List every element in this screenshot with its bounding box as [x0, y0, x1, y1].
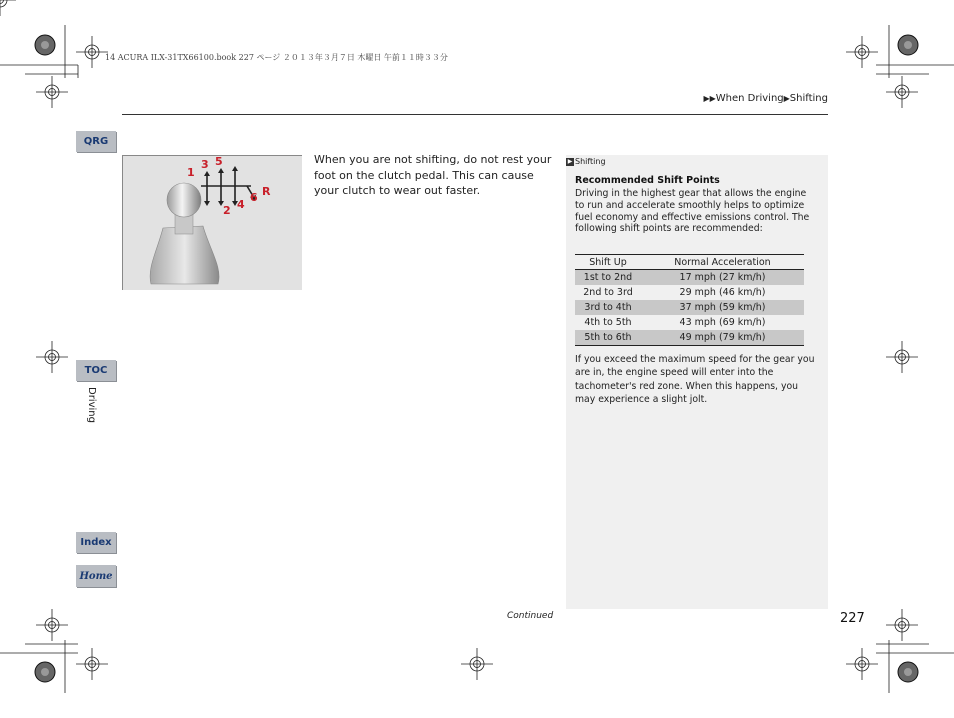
table-cell: 2nd to 3rd	[583, 287, 633, 298]
header-rule	[122, 114, 828, 115]
index-tab[interactable]: Index	[76, 532, 116, 553]
breadcrumb-arrow-icon: ▶▶	[703, 94, 716, 103]
sidebar-tab	[566, 157, 606, 166]
sidebar-tab-label: Shifting	[575, 157, 606, 166]
gear-label-3: 3	[201, 158, 209, 171]
gear-label-6: 6	[250, 191, 258, 204]
table-header: Normal Acceleration	[641, 255, 804, 270]
table-cell: 37 mph (59 km/h)	[641, 300, 804, 315]
table-row	[575, 285, 804, 300]
table-cell: 4th to 5th	[584, 317, 632, 328]
section-label: Driving	[86, 387, 97, 423]
body-text: When you are not shifting, do not rest your foot on the clutch pedal. This can cause your clutch to wear out faster.	[314, 153, 552, 197]
sidebar-heading: Recommended Shift Points	[575, 175, 720, 186]
gear-label-1: 1	[187, 166, 195, 179]
table-cell: 17 mph (27 km/h)	[641, 270, 804, 286]
breadcrumb-link-when-driving[interactable]: When Driving	[715, 93, 784, 104]
gear-label-r: R	[262, 185, 271, 198]
breadcrumb-link-shifting[interactable]: Shifting	[789, 93, 828, 104]
table-row	[575, 300, 804, 315]
toc-tab[interactable]: TOC	[76, 360, 116, 381]
gear-label-4: 4	[237, 198, 245, 211]
shift-points-table	[575, 254, 804, 346]
page-number: 227	[840, 611, 865, 626]
breadcrumb	[703, 93, 828, 104]
table-cell: 49 mph (79 km/h)	[641, 330, 804, 346]
gear-label-5: 5	[215, 156, 223, 168]
table-cell: 1st to 2nd	[575, 270, 641, 286]
table-cell: 29 mph (46 km/h)	[679, 287, 766, 298]
table-cell: 5th to 6th	[575, 330, 641, 346]
qrg-tab[interactable]: QRG	[76, 131, 116, 152]
table-header-row	[575, 255, 804, 270]
table-row	[575, 330, 804, 346]
sidebar-intro: Driving in the highest gear that allows the engine to run and accelerate smoothly helps to optimize fuel economy and effective emissions control. The following shift points are recommended:	[575, 188, 810, 235]
table-cell: 3rd to 4th	[575, 300, 641, 315]
table-row	[575, 315, 804, 330]
continued-label: Continued	[507, 611, 554, 621]
sidebar-note: If you exceed the maximum speed for the gear you are in, the engine speed will enter into the tachometer's red zone. When this happens, you may experience a slight jolt.	[575, 354, 815, 405]
table-header: Shift Up	[575, 255, 641, 270]
print-header: 14 ACURA ILX-31TX66100.book 227 ページ ２０１３年３月７日 木曜日 午前１１時３３分	[105, 53, 448, 62]
breadcrumb-arrow-icon: ▶	[783, 94, 790, 103]
double-arrow-icon: ▶	[567, 157, 573, 165]
table-row	[575, 270, 804, 286]
gear-label-2: 2	[223, 204, 231, 217]
gear-shifter-figure	[122, 155, 302, 290]
table-cell: 43 mph (69 km/h)	[679, 317, 766, 328]
home-tab[interactable]: Home	[76, 565, 116, 587]
